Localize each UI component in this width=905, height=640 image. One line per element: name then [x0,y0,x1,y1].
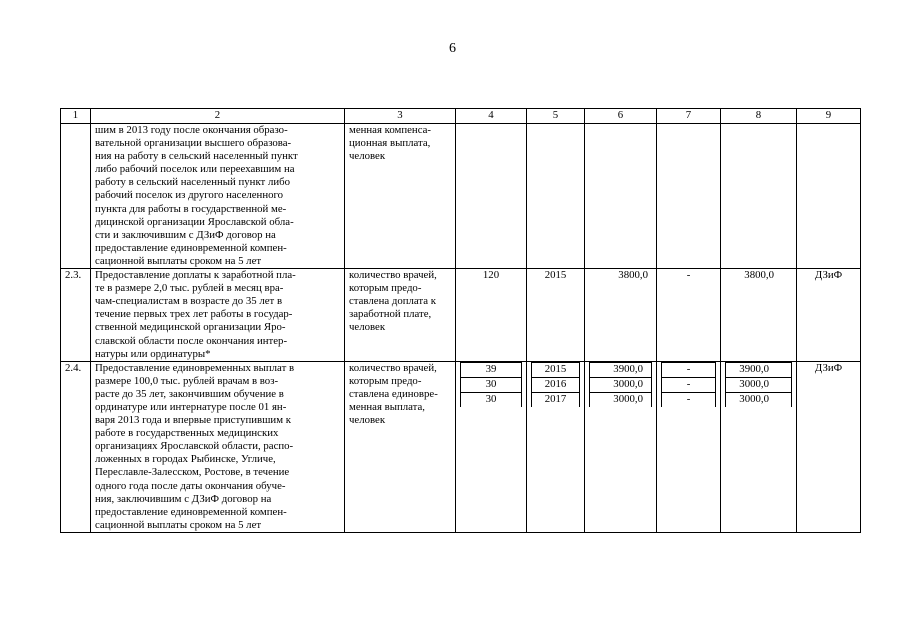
cell-total: 3000,0 [590,392,652,407]
cell-year: 2016 [532,377,580,392]
cell-empty [657,124,721,269]
cell-year-group [527,361,585,532]
header-cell: 7 [657,109,721,124]
cell-empty [721,124,797,269]
row-description: шим в 2013 году после окончания образо- вательной организации высшего образова- ния на работу в сельский населенный пункт либо рабочий поселок или переехавшим на работу в сельский населенный пункт либо рабочий поселок из другого населенного пункта для работы в государственной ме- дицинской организации Ярославской обла- сти и заключившим с ДЗиФ договор на предоставление единовременной компен- сационной выплаты сроком на 5 лет [91,124,345,269]
cell-quantity: 120 [456,269,527,362]
cell-total: 3900,0 [590,362,652,377]
cell-responsible [797,124,861,269]
cell-quantity: 39 [461,362,522,377]
table-row [61,124,861,269]
cell-total: 3000,0 [590,377,652,392]
cell-federal: - [657,269,721,362]
row-description: Предоставление доплаты к заработной пла- те в размере 2,0 тыс. рублей в месяц вра- чам-специалистам в возрасте до 35 лет в течение первых трех лет работы в государ- ственной медицинской организации Яро- славской области после окончания интер- натуры или ординатуры* [91,269,345,362]
cell-regional: 3900,0 [726,362,792,377]
cell-empty [527,124,585,269]
header-cell: 2 [91,109,345,124]
table-row [61,361,861,532]
cell-total-group [585,361,657,532]
cell-year: 2017 [532,392,580,407]
row-description: Предоставление единовременных выплат в размере 100,0 тыс. рублей врачам в воз- расте до 35 лет, закончившим обучение в ординатуре или интернатуре после 01 ян- варя 2013 года и впервые приступившим к работе в государственных медицинских организациях Ярославской области, распо- ложенных в городах Рыбинске, Угличе, Переславле-Залесском, Ростове, в течение одного года после даты окончания обуче- ния, заключившим с ДЗиФ договор на предоставление единовременной компен- сационной выплаты сроком на 5 лет [91,361,345,532]
cell-federal: - [662,362,716,377]
row-indicator: количество врачей, которым предо- ставлена единовре- менная выплата, человек [345,361,456,532]
cell-federal: - [662,377,716,392]
cell-regional: 3800,0 [721,269,797,362]
cell-regional: 3000,0 [726,377,792,392]
header-cell: 1 [61,109,91,124]
header-row [61,109,861,124]
cell-regional: 3000,0 [726,392,792,407]
header-cell: 3 [345,109,456,124]
row-number [61,124,91,269]
row-number: 2.4. [61,361,91,532]
header-cell: 9 [797,109,861,124]
row-number: 2.3. [61,269,91,362]
cell-federal: - [662,392,716,407]
table-row [61,269,861,362]
header-cell: 5 [527,109,585,124]
cell-quantity-group [456,361,527,532]
page-number: 6 [449,41,456,56]
cell-responsible: ДЗиФ [797,361,861,532]
header-cell: 8 [721,109,797,124]
cell-year: 2015 [527,269,585,362]
cell-quantity: 30 [461,392,522,407]
header-cell: 4 [456,109,527,124]
program-table [60,108,861,533]
header-cell: 6 [585,109,657,124]
row-indicator: количество врачей, которым предо- ставлена доплата к заработной плате, человек [345,269,456,362]
cell-regional-group [721,361,797,532]
cell-total: 3800,0 [585,269,657,362]
cell-federal-group [657,361,721,532]
cell-quantity: 30 [461,377,522,392]
cell-empty [585,124,657,269]
cell-empty [456,124,527,269]
row-indicator: менная компенса- ционная выплата, человек [345,124,456,269]
cell-responsible: ДЗиФ [797,269,861,362]
cell-year: 2015 [532,362,580,377]
